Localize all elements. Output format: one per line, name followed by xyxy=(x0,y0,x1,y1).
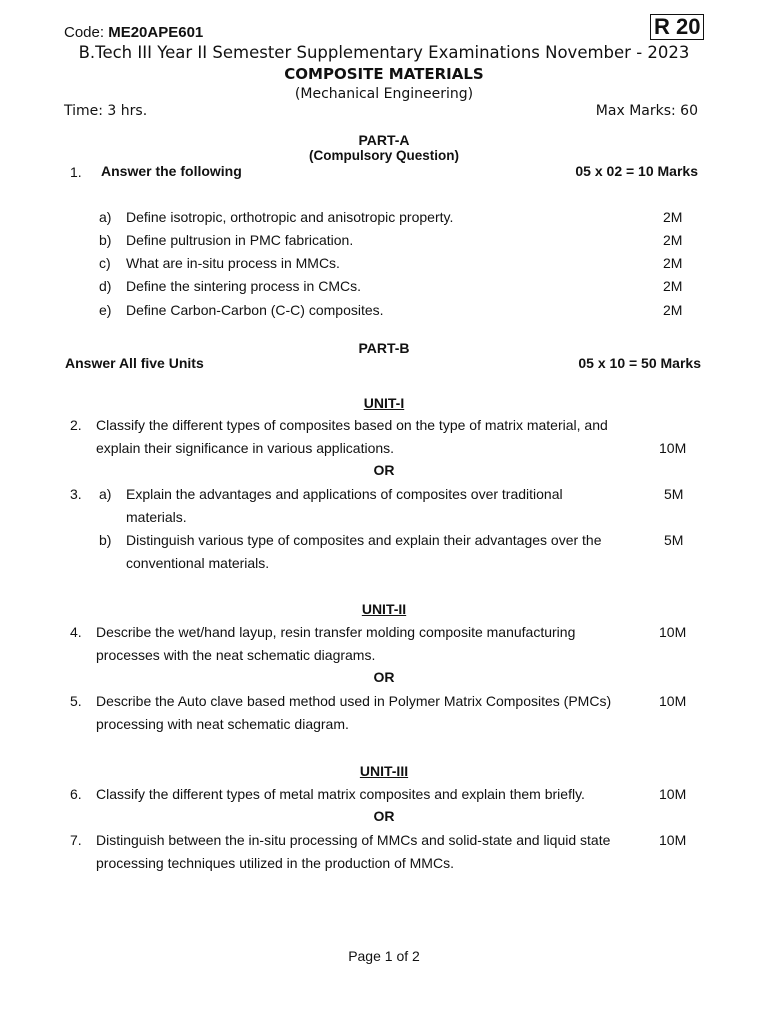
question-number: 7. xyxy=(70,832,82,848)
regulation-badge: R 20 xyxy=(650,14,704,40)
question-marks: 10M xyxy=(659,786,687,802)
unit-2-title: UNIT-II xyxy=(361,601,407,617)
question-text: Classify the different types of metal matrix composites and explain them briefly. xyxy=(96,786,585,802)
question-marks: 10M xyxy=(659,440,687,456)
part-b-instruction: Answer All five Units xyxy=(65,355,204,371)
sub-question-text: Define the sintering process in CMCs. xyxy=(126,278,361,294)
or-separator: OR xyxy=(373,462,395,478)
sub-question-label: a) xyxy=(99,209,112,225)
question-number: 3. xyxy=(70,486,82,502)
question-marks: 5M xyxy=(664,486,684,502)
sub-question-marks: 2M xyxy=(663,232,683,248)
sub-question-marks: 2M xyxy=(663,209,683,225)
sub-question-label: e) xyxy=(99,302,112,318)
part-b-title: PART-B xyxy=(358,340,410,356)
question-number: 6. xyxy=(70,786,82,802)
code-label: Code: xyxy=(64,24,105,41)
question-text: Describe the wet/hand layup, resin transfer molding composite manufacturing xyxy=(96,624,576,640)
page-number: Page 1 of 2 xyxy=(348,948,420,964)
sub-question-text: Define pultrusion in PMC fabrication. xyxy=(126,232,354,248)
question-text: conventional materials. xyxy=(126,555,270,571)
unit-1-title: UNIT-I xyxy=(363,395,405,411)
sub-question-label: b) xyxy=(99,232,112,248)
question-number: 5. xyxy=(70,693,82,709)
question-text: materials. xyxy=(126,509,187,525)
or-separator: OR xyxy=(373,669,395,685)
sub-question-label: d) xyxy=(99,278,112,294)
question-marks: 10M xyxy=(659,624,687,640)
question-marks: 10M xyxy=(659,693,687,709)
question-text: processing techniques utilized in the production of MMCs. xyxy=(96,855,454,871)
question-marks: 10M xyxy=(659,832,687,848)
branch-name: (Mechanical Engineering) xyxy=(294,86,474,102)
code-line xyxy=(64,24,203,41)
question-text: Distinguish various type of composites and explain their advantages over the xyxy=(126,532,602,548)
question-text: Describe the Auto clave based method used in Polymer Matrix Composites (PMCs) xyxy=(96,693,612,709)
exam-title: B.Tech III Year II Semester Supplementary Examinations November - 2023 xyxy=(78,43,690,62)
part-a-subtitle: (Compulsory Question) xyxy=(308,148,459,163)
part-a-instruction: Answer the following xyxy=(101,163,242,179)
part-b-marks-scheme: 05 x 10 = 50 Marks xyxy=(578,355,701,371)
sub-question-text: What are in-situ process in MMCs. xyxy=(126,255,340,271)
unit-3-title: UNIT-III xyxy=(359,763,409,779)
max-marks: Max Marks: 60 xyxy=(595,103,698,119)
question-marks: 5M xyxy=(664,532,684,548)
part-a-title: PART-A xyxy=(358,132,410,148)
sub-question-label: c) xyxy=(99,255,111,271)
sub-question-text: Define Carbon-Carbon (C-C) composites. xyxy=(126,302,384,318)
code-value: ME20APE601 xyxy=(108,24,204,41)
subject-title: COMPOSITE MATERIALS xyxy=(284,65,484,83)
question-number: 4. xyxy=(70,624,82,640)
sub-question-marks: 2M xyxy=(663,255,683,271)
sub-question-text: Define isotropic, orthotropic and anisotropic property. xyxy=(126,209,454,225)
question-text: Explain the advantages and applications of composites over traditional xyxy=(126,486,563,502)
question-text: processing with neat schematic diagram. xyxy=(96,716,349,732)
sub-question-label: b) xyxy=(99,532,112,548)
question-text: processes with the neat schematic diagrams. xyxy=(96,647,376,663)
sub-question-label: a) xyxy=(99,486,112,502)
question-number: 2. xyxy=(70,417,82,433)
sub-question-marks: 2M xyxy=(663,278,683,294)
question-text: Classify the different types of composites based on the type of matrix material, and xyxy=(96,417,608,433)
question-number: 1. xyxy=(70,164,82,180)
sub-question-marks: 2M xyxy=(663,302,683,318)
question-text: Distinguish between the in-situ processing of MMCs and solid-state and liquid state xyxy=(96,832,611,848)
question-text: explain their significance in various applications. xyxy=(96,440,395,456)
exam-time: Time: 3 hrs. xyxy=(64,103,148,119)
part-a-marks-scheme: 05 x 02 = 10 Marks xyxy=(575,163,698,179)
or-separator: OR xyxy=(373,808,395,824)
